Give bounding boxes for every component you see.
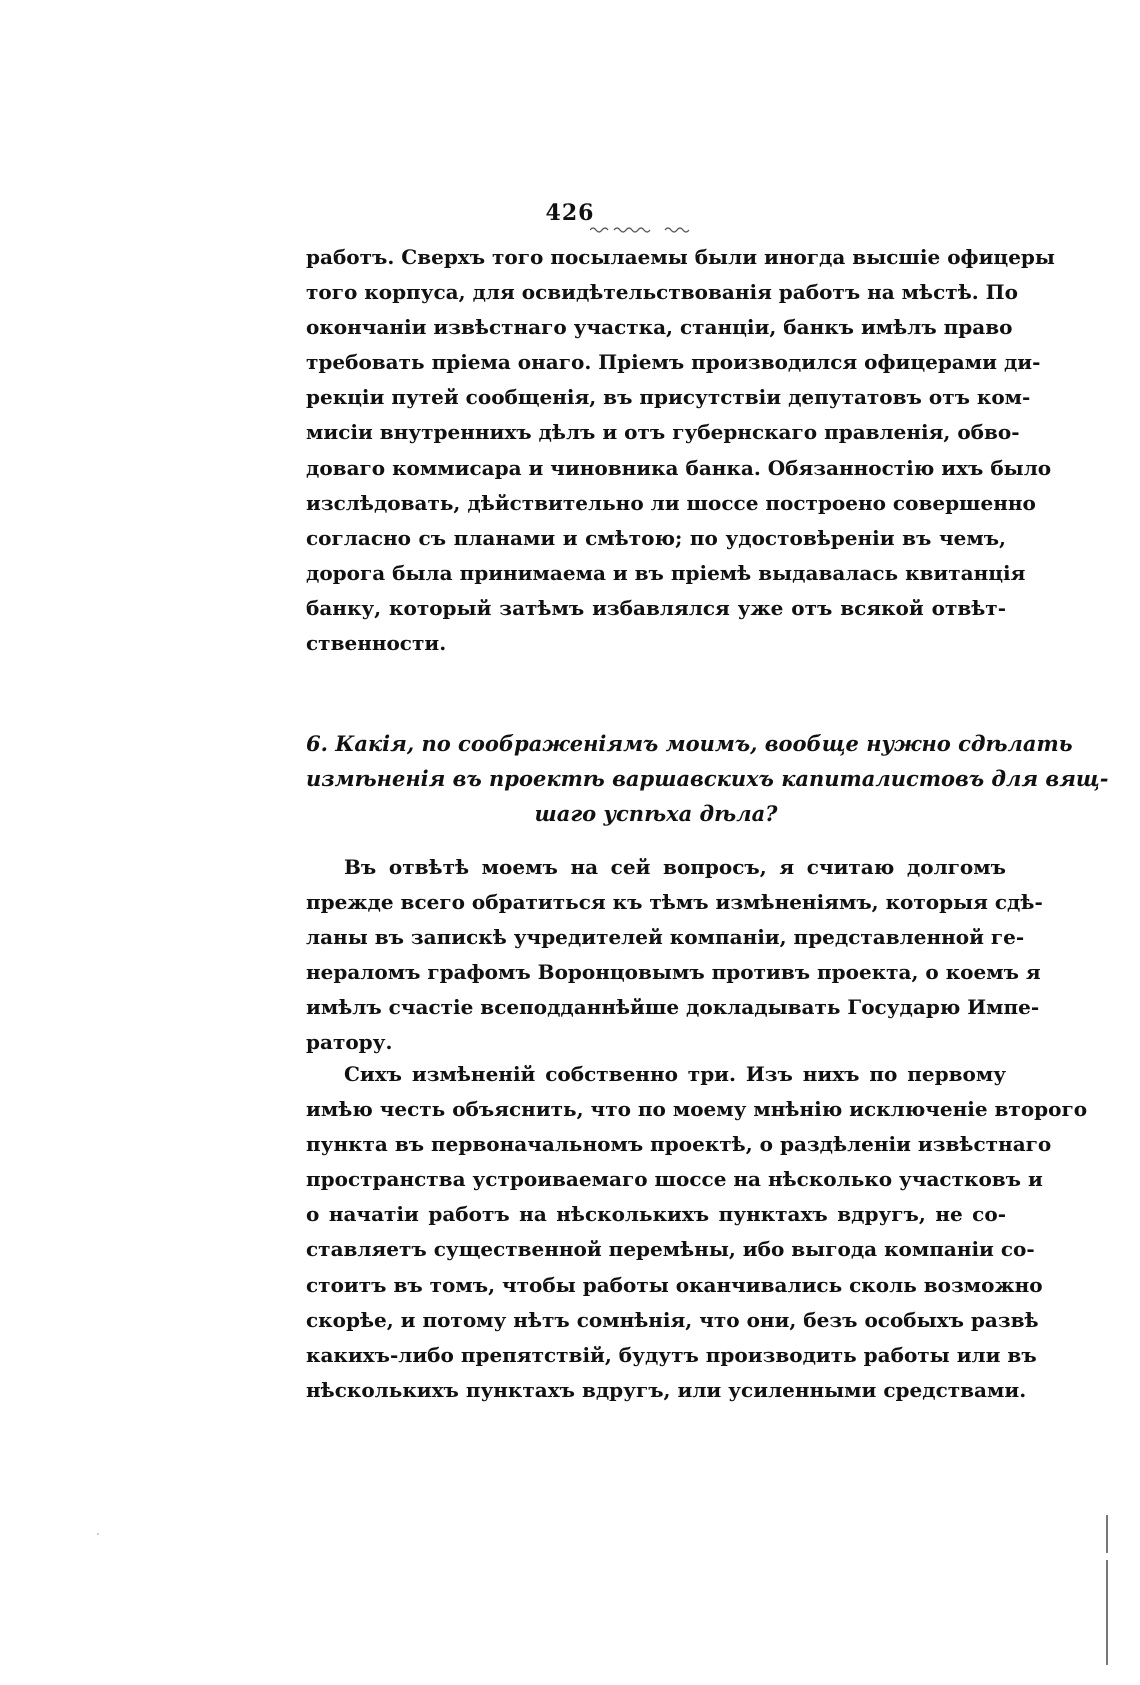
text-line: ратору.	[306, 1030, 393, 1055]
paragraph-2	[306, 850, 1043, 1061]
text-line: пункта въ первоначальномъ проектѣ, о раздѣленіи извѣстнаго	[306, 1132, 1052, 1157]
text-line: нераломъ графомъ Воронцовымъ противъ проекта, о коемъ я	[306, 960, 1041, 985]
text-line: доваго коммисара и чиновника банка. Обязанностію ихъ было	[306, 455, 1052, 480]
text-line: имѣлъ счастіе всеподданнѣйше докладывать Государю Импе-	[306, 995, 1040, 1020]
text-line: изслѣдовать, дѣйствительно ли шоссе построено совершенно	[306, 490, 1036, 515]
text-line: стоитъ въ томъ, чтобы работы оканчивались сколь возможно	[306, 1272, 1043, 1297]
text-line: ставляетъ существенной перемѣны, ибо выгода компаніи со-	[306, 1237, 1035, 1262]
page-number: 426	[545, 200, 595, 226]
text-line: ланы въ запискѣ учредителей компаніи, представленной ге-	[306, 925, 1025, 950]
scan-edge-mark	[1106, 1515, 1108, 1553]
text-line: банку, который затѣмъ избавлялся уже отъ всякой отвѣт-	[306, 595, 1006, 620]
text-line: прежде всего обратиться къ тѣмъ измѣненіямъ, которыя сдѣ-	[306, 890, 1043, 915]
section-heading	[306, 726, 1109, 831]
heading-line: шаго успѣха дѣла?	[534, 801, 778, 826]
text-line: Въ отвѣтѣ моемъ на сей вопросъ, я считаю долгомъ	[344, 855, 1006, 879]
text-line: нѣсколькихъ пунктахъ вдругъ, или усиленными средствами.	[306, 1377, 1027, 1402]
text-line: скорѣе, и потому нѣтъ сомнѣнія, что они, безъ особыхъ развѣ	[306, 1307, 1039, 1332]
scan-edge-mark	[1106, 1560, 1108, 1665]
page-number-ornament	[590, 224, 720, 234]
text-line: пространства устроиваемаго шоссе на нѣсколько участковъ и	[306, 1167, 1043, 1192]
text-line: мисіи внутреннихъ дѣлъ и отъ губернскаго правленія, обво-	[306, 420, 1020, 445]
scan-speck	[97, 1533, 99, 1535]
paragraph-3	[306, 1057, 1088, 1408]
heading-line: 6. Какія, по соображеніямъ моимъ, вообще нужно сдѣлать	[306, 731, 1073, 756]
paragraph-1	[306, 240, 1055, 661]
text-line: имѣю честь объяснить, что по моему мнѣнію исключеніе второго	[306, 1097, 1088, 1122]
text-line: того корпуса, для освидѣтельствованія работъ на мѣстѣ. По	[306, 280, 1018, 305]
text-line: Сихъ измѣненій собственно три. Изъ нихъ по первому	[344, 1062, 1006, 1086]
text-line: дорога была принимаема и въ пріемѣ выдавалась квитанція	[306, 560, 1026, 585]
text-line: согласно съ планами и смѣтою; по удостовѣреніи въ чемъ,	[306, 525, 1006, 550]
text-line: о начатіи работъ на нѣсколькихъ пунктахъ вдругъ, не со-	[306, 1202, 1006, 1227]
text-line: рекціи путей сообщенія, въ присутствіи депутатовъ отъ ком-	[306, 385, 1031, 410]
text-line: требовать пріема онаго. Пріемъ производился офицерами ди-	[306, 350, 1041, 375]
text-line: окончаніи извѣстнаго участка, станціи, банкъ имѣлъ право	[306, 315, 1013, 340]
text-line: какихъ-либо препятствій, будутъ производить работы или въ	[306, 1342, 1037, 1367]
text-line: работъ. Сверхъ того посылаемы были иногда высшіе офицеры	[306, 245, 1055, 269]
heading-line: измѣненія въ проектѣ варшавскихъ капиталистовъ для вящ-	[306, 766, 1109, 791]
text-line: ственности.	[306, 631, 447, 656]
